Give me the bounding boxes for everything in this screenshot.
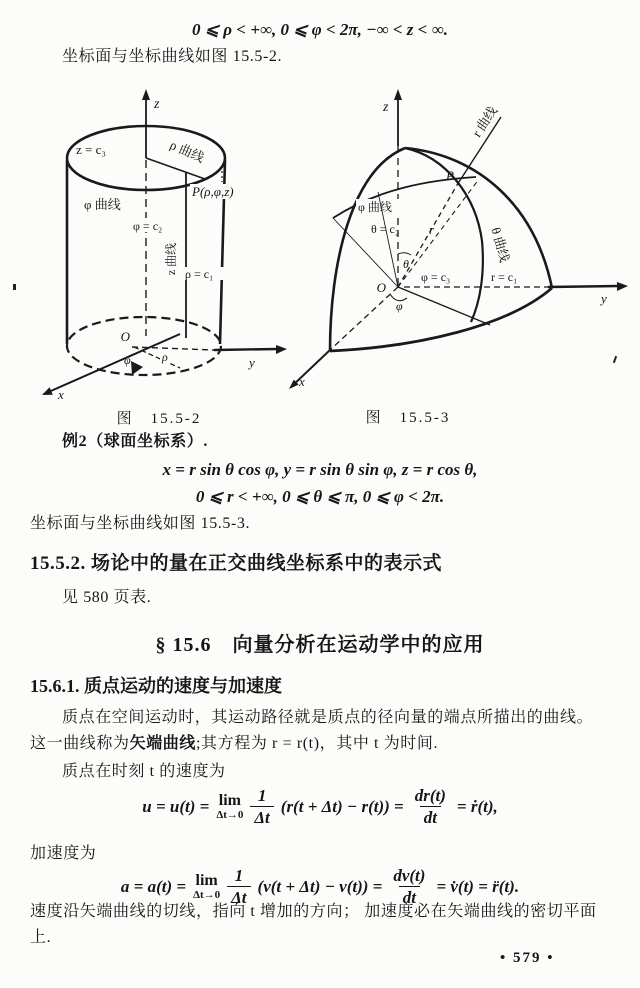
fig3-x-label: x xyxy=(299,374,305,389)
x-axis-line xyxy=(44,334,180,394)
paragraph-text: ;其方程为 r = r(t)，其中 t 为时间. xyxy=(196,735,439,752)
closing-line-2: 上. xyxy=(30,929,52,946)
fig3-y-label: y xyxy=(601,291,607,306)
formula-lhs: u = u(t) = xyxy=(142,796,210,816)
r-c1-label: r = c₁ xyxy=(491,270,518,284)
fraction-dr-dt xyxy=(411,786,450,827)
cylindrical-range-formula: 0 ⩽ ρ < +∞, 0 ⩽ φ < 2π, −∞ < z < ∞. xyxy=(192,20,448,39)
sphere-inner-meridian-arc xyxy=(405,148,483,322)
velocity-lead-line: 质点在时刻 t 的速度为 xyxy=(62,763,226,780)
fig2-origin-label: O xyxy=(120,329,130,344)
example2-heading: 例2（球面坐标系）. xyxy=(62,433,209,450)
section-15-5-2-body: 见 580 页表. xyxy=(62,589,152,606)
fig3-r-label: r xyxy=(429,222,435,237)
fraction-dv-dt xyxy=(389,866,429,907)
fraction-numerator: dv(t) xyxy=(393,866,426,885)
x-axis-line xyxy=(291,350,330,387)
paragraph-motion-line1: 质点在空间运动时，其运动路径就是质点的径向量的端点所描出的曲线。 xyxy=(62,709,594,726)
fraction-denominator: Δt xyxy=(227,886,250,908)
phi-c2-label: φ = c₂ xyxy=(133,219,163,233)
acceleration-formula xyxy=(0,866,640,907)
formula-mid: (r(t + Δt) − r(t)) = xyxy=(280,796,404,816)
fig2-y-label: y xyxy=(249,355,255,370)
y-axis-line xyxy=(548,286,619,287)
formula-lhs: a = a(t) = xyxy=(120,876,187,896)
velocity-formula xyxy=(0,786,640,827)
fig3-phi-label: φ xyxy=(396,299,403,313)
theta-c2-label: θ = c₂ xyxy=(371,222,400,236)
spherical-range-formula: 0 ⩽ r < +∞, 0 ⩽ θ ⩽ π, 0 ⩽ φ < 2π. xyxy=(195,487,445,506)
rho-c1-label: ρ = c₁ xyxy=(185,267,214,281)
coord-surface-line-2: 坐标面与坐标曲线如图 15.5-3. xyxy=(30,515,251,532)
fig2-caption: 图 15.5-2 xyxy=(116,411,202,427)
fraction-denominator: Δt xyxy=(250,806,273,828)
lim-word: lim xyxy=(195,871,218,889)
fraction-denominator: dt xyxy=(399,886,420,908)
closing-line-1: 速度沿矢端曲线的切线，指向 t 增加的方向； 加速度必在矢端曲线的密切平面 xyxy=(30,903,597,920)
fig2-phi-label: φ xyxy=(124,353,131,367)
rho-curve-label: ρ 曲线 xyxy=(167,137,207,166)
phi-curve-label: φ 曲线 xyxy=(358,200,392,214)
theta-angle-arc xyxy=(398,253,411,255)
formula-tail: = ṙ(t), xyxy=(456,796,498,816)
fig2-point-p-label: P(ρ,φ,z) xyxy=(192,184,234,199)
fraction-one-over-dt xyxy=(227,866,250,907)
fig2-x-label: x xyxy=(58,387,64,402)
sphere-left-arc xyxy=(330,148,405,351)
page-number: • 579 • xyxy=(500,950,555,966)
section-15-6-heading: § 15.6 向量分析在运动学中的应用 xyxy=(155,634,485,656)
fig3-caption: 图 15.5-3 xyxy=(365,410,451,426)
coord-surface-line-1: 坐标面与坐标曲线如图 15.5-2. xyxy=(62,48,283,65)
fig2-rho-label: ρ xyxy=(162,350,168,364)
fraction-denominator: dt xyxy=(420,806,441,828)
figure-spherical-coordinates xyxy=(283,84,635,412)
fraction-one-over-dt xyxy=(250,786,273,827)
figure-cylindrical-coordinates xyxy=(28,84,290,416)
z-curve-label: z 曲线 xyxy=(164,242,178,276)
paragraph-motion-line2 xyxy=(30,734,620,754)
z-axis-arrow-icon xyxy=(394,89,402,100)
fraction-numerator: 1 xyxy=(257,786,267,805)
acceleration-lead-line: 加速度为 xyxy=(30,845,97,862)
fig3-z-label: z xyxy=(383,100,389,115)
scan-speckle xyxy=(13,284,16,290)
y-axis-line xyxy=(214,349,278,350)
limit-operator xyxy=(216,793,243,821)
formula-tail: = v̇(t) = r̈(t). xyxy=(436,876,520,896)
phi-angle-arrow-icon xyxy=(131,361,143,375)
y-axis-arrow-icon xyxy=(617,282,628,291)
r-curve-label: r 曲线 xyxy=(469,103,501,140)
fig3-origin-label: O xyxy=(376,280,386,295)
limit-operator xyxy=(193,873,220,901)
sphere-bottom-arc xyxy=(330,288,552,351)
phi-curve-label: φ 曲线 xyxy=(84,197,121,212)
phi-c3-label: φ = c₃ xyxy=(421,270,451,284)
section-15-6-1-heading: 15.6.1. 质点运动的速度与加速度 xyxy=(30,676,282,696)
cylinder-bottom-ellipse xyxy=(67,317,221,375)
sphere-outer-right-arc xyxy=(405,148,552,288)
rho-radius-dashed xyxy=(134,347,180,368)
lim-subscript: Δt→0 xyxy=(193,888,221,901)
paragraph-text: 这一曲线称为 xyxy=(30,735,130,752)
spherical-xyz-formula: x = r sin θ cos φ, y = r sin θ sin φ, z = r cos θ, xyxy=(162,460,478,479)
lim-subscript: Δt→0 xyxy=(216,808,244,821)
fraction-numerator: 1 xyxy=(234,866,244,885)
formula-mid: (v(t + Δt) − v(t)) = xyxy=(257,876,383,896)
vector-curve-term: 矢端曲线 xyxy=(129,735,197,752)
lim-word: lim xyxy=(218,791,241,809)
fig3-point-p-label: P xyxy=(446,168,454,183)
theta-curve-label: θ 曲线 xyxy=(488,225,513,264)
z-c3-label: z = c₃ xyxy=(76,142,106,157)
fig2-z-label: z xyxy=(154,97,160,112)
x-axis-arrow-icon xyxy=(42,387,53,395)
z-axis-arrow-icon xyxy=(142,89,150,100)
origin-to-corner-dashed xyxy=(330,287,398,350)
section-15-5-2-heading: 15.5.2. 场论中的量在正交曲线坐标系中的表示式 xyxy=(30,553,443,574)
fraction-numerator: dr(t) xyxy=(414,786,446,805)
fig3-theta-label: θ xyxy=(403,257,409,271)
